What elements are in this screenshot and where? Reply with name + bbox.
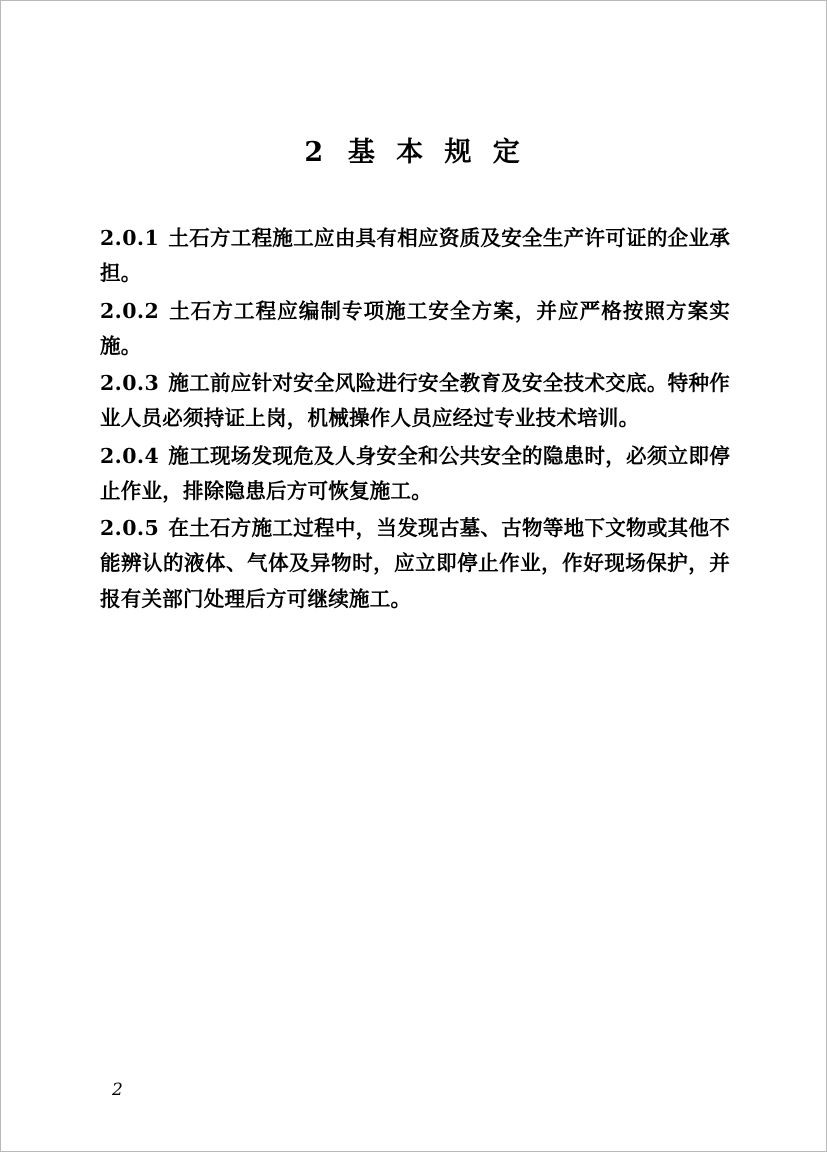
clause-text: 施工前应针对安全风险进行安全教育及安全技术交底。特种作业人员必须持证上岗，机械操作人员应经过专业技术培训。 (100, 371, 730, 431)
chapter-heading (100, 130, 730, 169)
clause-paragraph (100, 366, 730, 437)
clause-text: 土石方工程应编制专项施工安全方案，并应严格按照方案实施。 (100, 298, 730, 358)
clause-text: 土石方工程施工应由具有相应资质及安全生产许可证的企业承担。 (100, 226, 730, 286)
chapter-title-text: 基 本 规 定 (347, 137, 526, 168)
clause-number: 2.0.4 (100, 443, 160, 468)
clause-text: 在土石方施工过程中，当发现古墓、古物等地下文物或其他不能辨认的液体、气体及异物时，应立即停止作业，作好现场保护，并报有关部门处理后方可继续施工。 (100, 516, 730, 611)
clause-text: 施工现场发现危及人身安全和公共安全的隐患时，必须立即停止作业，排除隐患后方可恢复施工。 (100, 443, 730, 503)
clause-paragraph (100, 511, 730, 617)
clause-paragraph (100, 221, 730, 292)
clause-number: 2.0.5 (100, 516, 160, 540)
clause-number: 2.0.3 (100, 371, 160, 395)
clause-paragraph (100, 294, 730, 365)
clause-number: 2.0.1 (100, 226, 160, 250)
page-number: 2 (112, 1080, 123, 1100)
clause-paragraph (100, 439, 730, 510)
clause-number: 2.0.2 (100, 298, 160, 323)
chapter-number: 2 (304, 137, 333, 168)
page-content (100, 130, 730, 619)
